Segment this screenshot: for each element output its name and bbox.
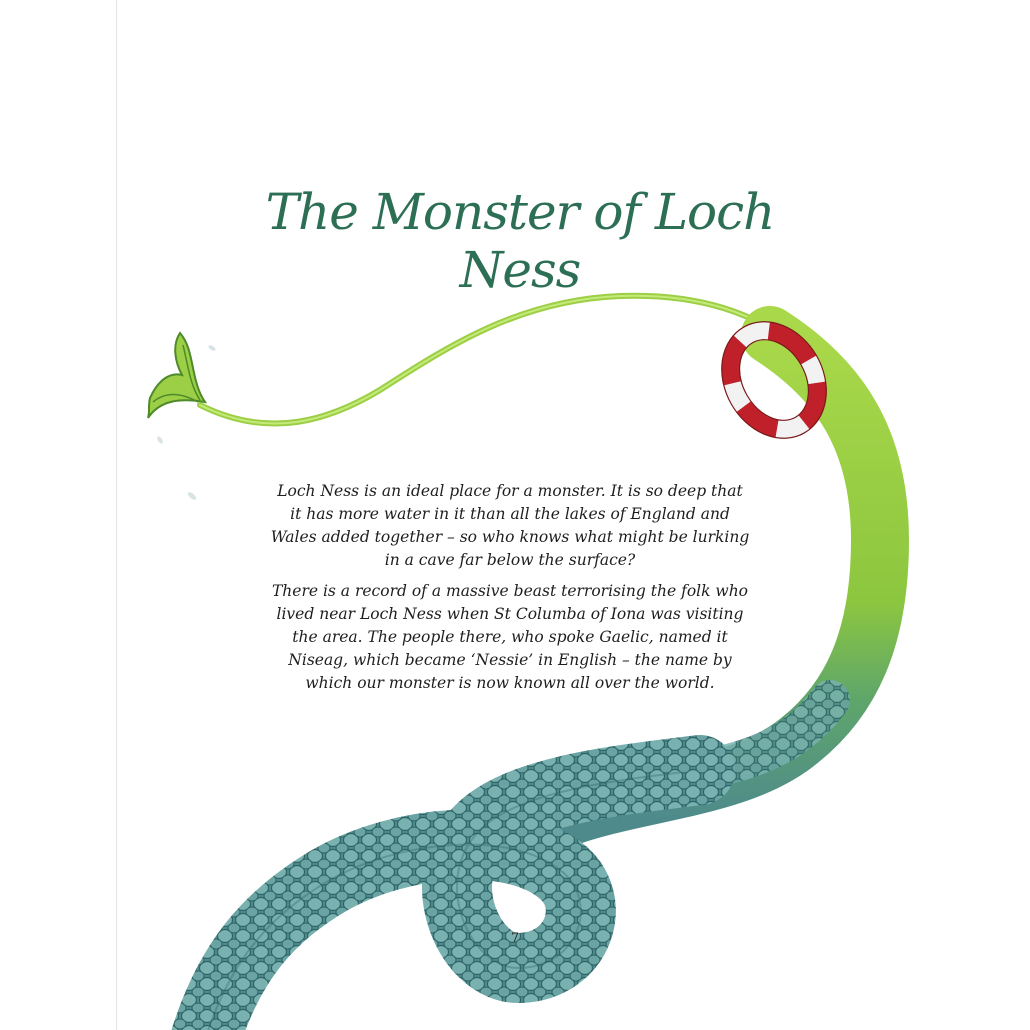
scaly-coil — [205, 770, 700, 1030]
tail-fin-icon — [148, 333, 216, 501]
page-number: 7 — [510, 931, 520, 946]
life-ring-icon — [701, 303, 847, 458]
tentacle-thin — [200, 296, 790, 424]
body-text — [270, 480, 750, 703]
paragraph: There is a record of a massive beast terrorising the folk who lived near Loch Ness when St Columba of Iona was visiting the area. The people there, who spoke Gaelic, named it Niseag, which became ‘Nessie’ in English – the name by which our monster is now known all over the world. — [271, 582, 749, 692]
page-title: The Monster of Loch Ness — [265, 183, 775, 299]
paragraph: Loch Ness is an ideal place for a monster. It is so deep that it has more water in it than all the lakes of England and Wales added together – so who knows what might be lurking in a cave far below the surface? — [270, 482, 750, 569]
